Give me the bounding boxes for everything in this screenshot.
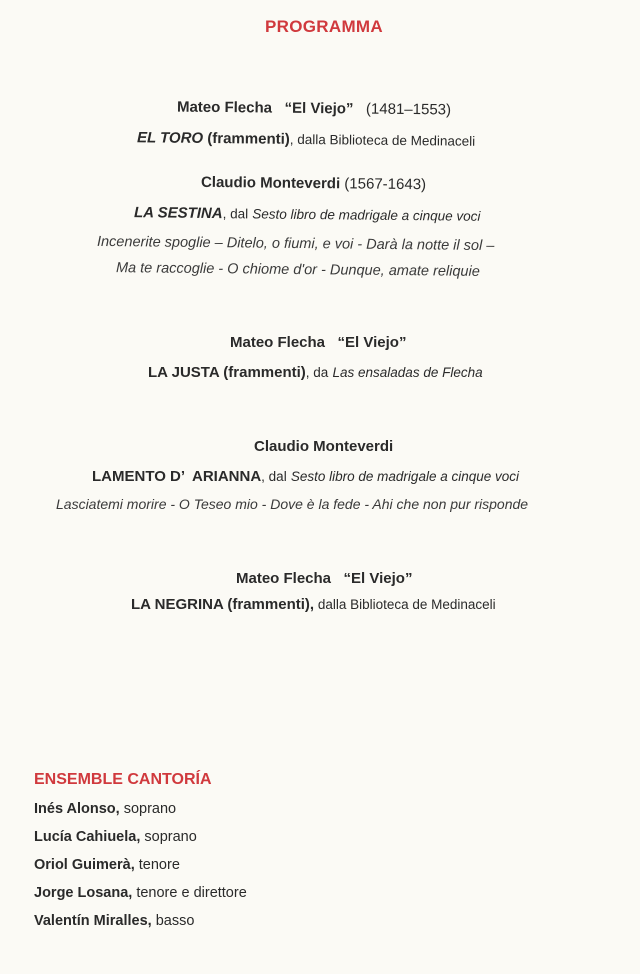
work-suffix: (frammenti) xyxy=(207,129,290,148)
ensemble-member xyxy=(34,829,197,845)
ensemble-member xyxy=(34,801,176,817)
composer-line xyxy=(177,99,451,119)
member-role: basso xyxy=(151,913,195,929)
composer-dates: (1567-1643) xyxy=(344,175,427,194)
work-source-prefix: , da xyxy=(305,365,329,380)
composer-name: Claudio Monteverdi xyxy=(200,173,341,193)
composer-nickname: “El Viejo” xyxy=(343,570,413,587)
lyrics-line: Incenerite spoglie – Ditelo, o fiumi, e voi - Darà la notte il sol – xyxy=(96,233,495,255)
composer-line xyxy=(254,438,393,455)
ensemble-title: ENSEMBLE CANTORÍA xyxy=(34,771,212,788)
composer-nickname: “El Viejo” xyxy=(337,334,407,351)
composer-dates: (1481–1553) xyxy=(365,100,452,119)
member-role: tenore e direttore xyxy=(132,885,247,901)
work-source: , dalla Biblioteca de Medinaceli xyxy=(289,131,476,149)
ensemble-member xyxy=(34,885,247,901)
composer-line xyxy=(230,334,406,351)
lyrics-line: Lasciatemi morire - O Teseo mio - Dove è la fede - Ahi che non pur risponde xyxy=(56,496,529,512)
member-role: tenore xyxy=(134,857,180,873)
member-role: soprano xyxy=(119,801,177,817)
member-name: Inés Alonso, xyxy=(34,801,120,817)
composer-nickname: “El Viejo” xyxy=(284,99,354,118)
composer-name: Mateo Flecha xyxy=(230,334,326,351)
composer-name: Mateo Flecha xyxy=(236,570,332,587)
composer-name: Mateo Flecha xyxy=(176,98,273,117)
work-source: Las ensaladas de Flecha xyxy=(332,365,483,380)
work-source: Sesto libro de madrigale a cinque voci xyxy=(290,469,520,484)
work-title: LA JUSTA (frammenti) xyxy=(148,364,306,381)
ensemble-member xyxy=(34,857,180,873)
work-line xyxy=(131,596,496,613)
member-name: Valentín Miralles, xyxy=(34,913,152,929)
work-line xyxy=(134,204,481,225)
member-name: Lucía Cahiuela, xyxy=(34,829,141,845)
work-source-prefix: , dal xyxy=(261,469,287,484)
work-line xyxy=(148,364,483,381)
work-title: EL TORO xyxy=(136,129,204,147)
composer-name: Claudio Monteverdi xyxy=(254,438,394,455)
page-title: PROGRAMMA xyxy=(265,17,383,36)
member-name: Oriol Guimerà, xyxy=(34,857,135,873)
member-name: Jorge Losana, xyxy=(34,885,133,901)
ensemble-member xyxy=(34,913,194,929)
work-title: LA SESTINA xyxy=(133,204,223,223)
work-source-prefix: , dal xyxy=(222,206,249,222)
composer-line xyxy=(201,174,426,193)
work-line xyxy=(92,468,519,485)
work-source: dalla Biblioteca de Medinaceli xyxy=(314,597,496,612)
work-source: Sesto libro de madrigale a cinque voci xyxy=(252,206,481,224)
work-title: LA NEGRINA (frammenti), xyxy=(131,596,315,613)
composer-line xyxy=(236,570,412,587)
lyrics-line: Ma te raccoglie - O chiome d'or - Dunque, amate reliquie xyxy=(115,260,480,280)
member-role: soprano xyxy=(140,829,197,845)
work-line xyxy=(137,129,475,150)
work-title: LAMENTO D’ ARIANNA xyxy=(92,468,262,485)
